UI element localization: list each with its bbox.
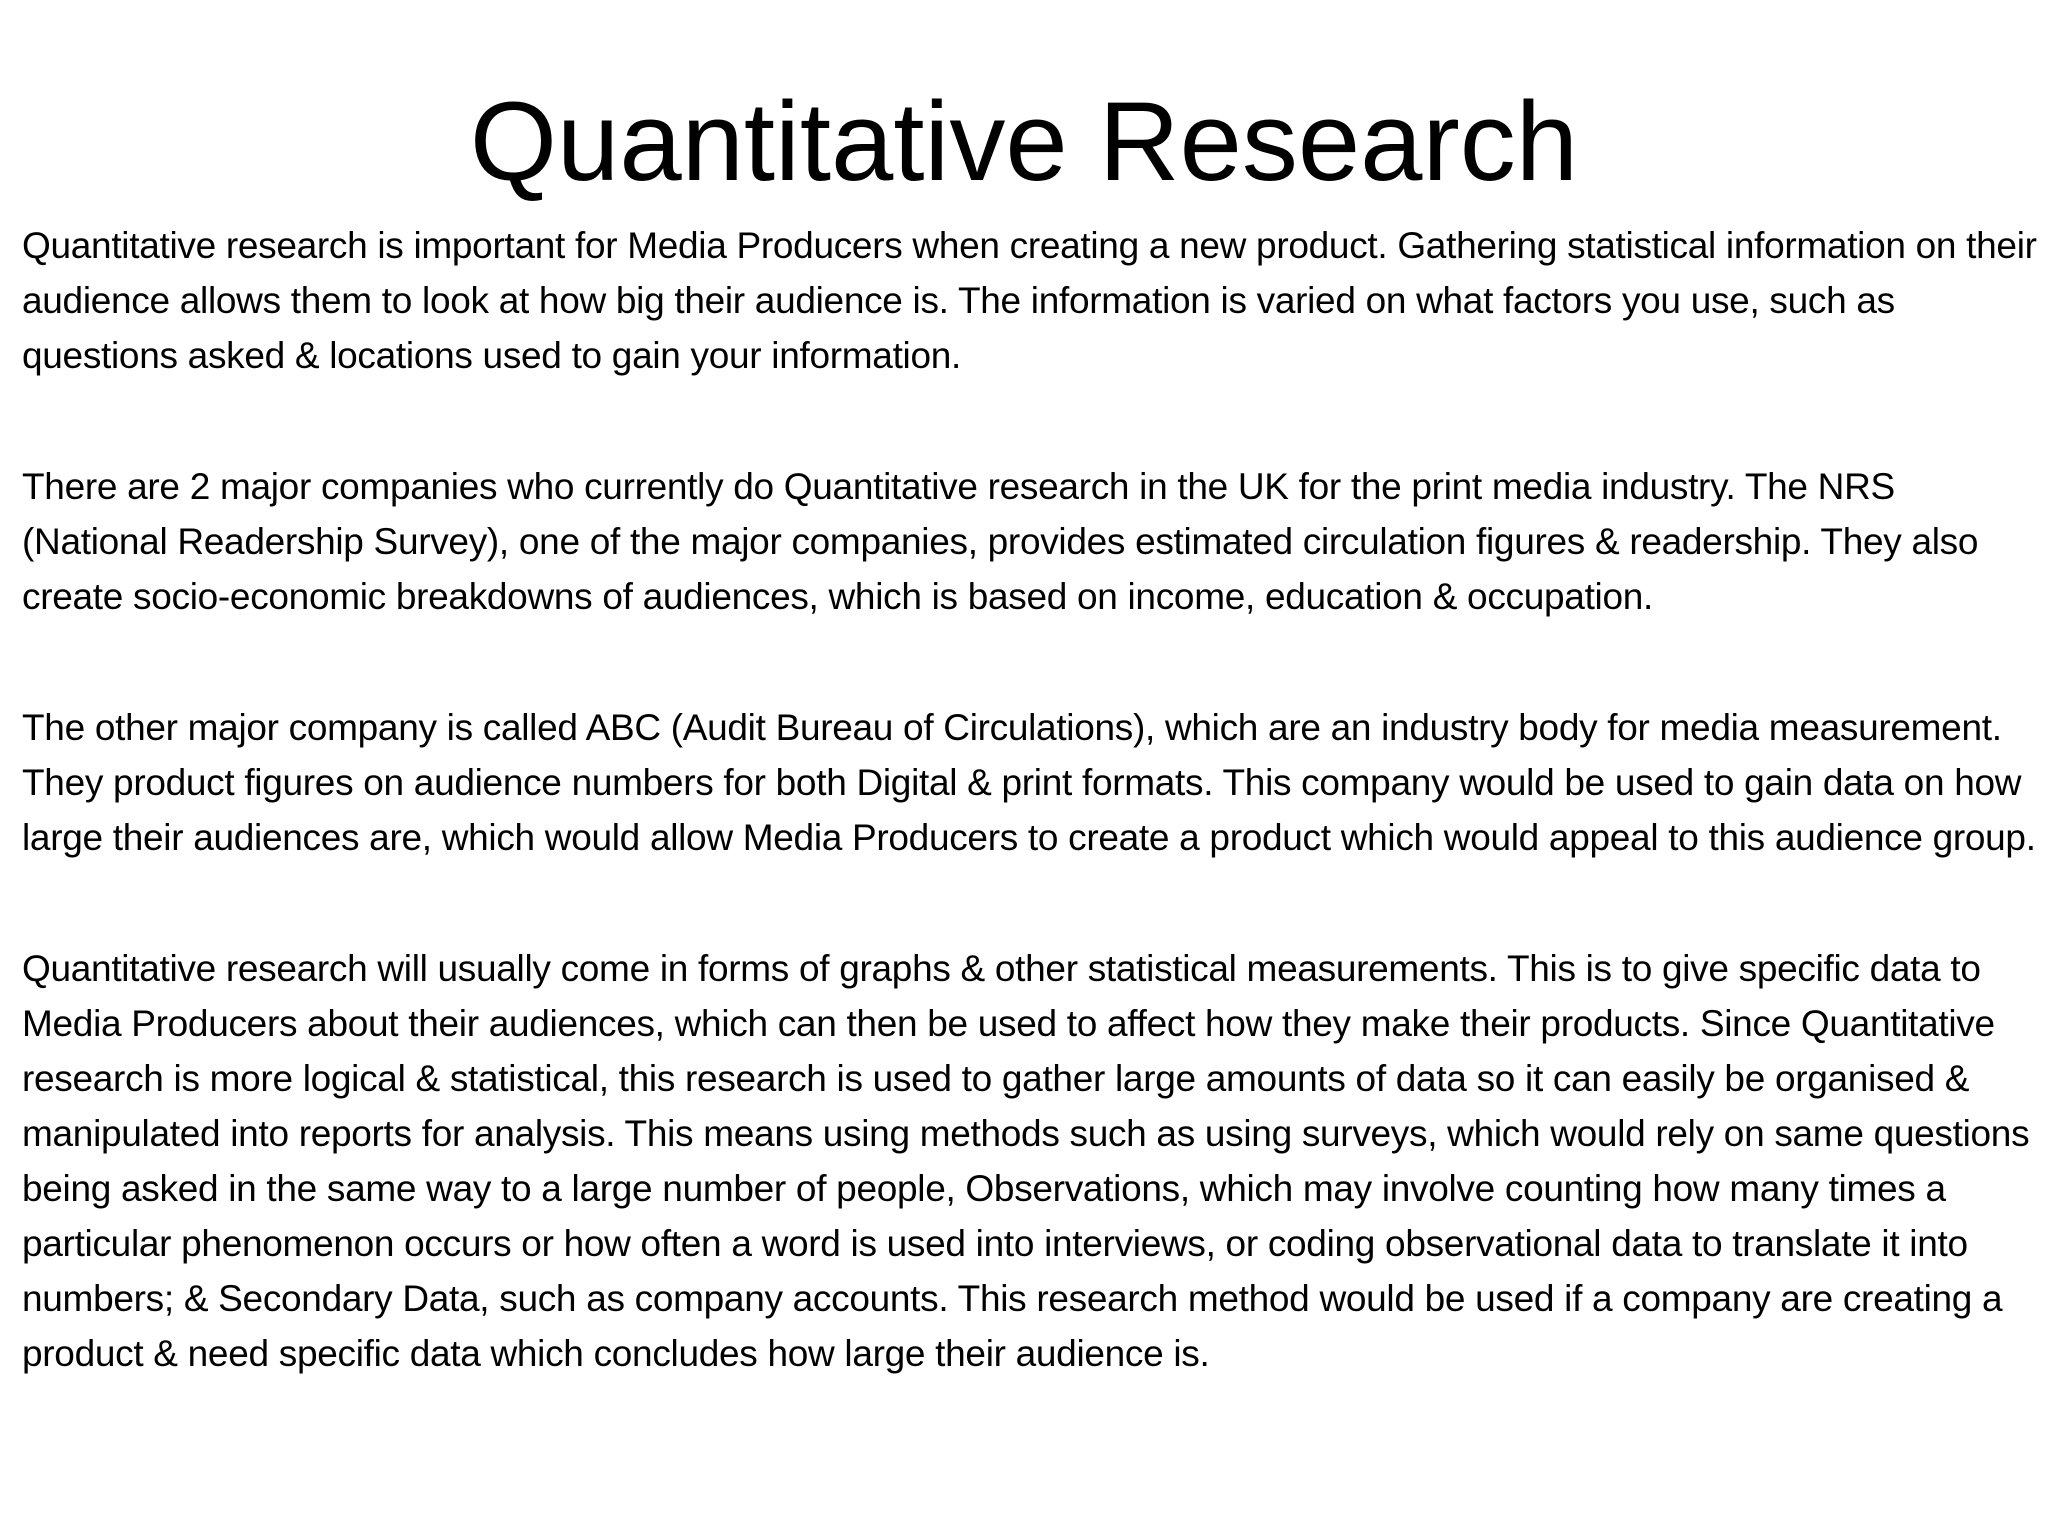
- paragraph-methods: Quantitative research will usually come in forms of graphs & other statistical measurements. This is to give specific data to Media Producers about their audiences, which can then be used to affect how they make their products. Since Quantitative research is more logical & statistical, this research is used to gather large amounts of data so it can easily be organised & manipulated into reports for analysis. This means using methods such as using surveys, which would rely on same questions being asked in the same way to a large number of people, Observations, which may involve counting how many times a particular phenomenon occurs or how often a word is used into interviews, or coding observational data to translate it into numbers; & Secondary Data, such as company accounts. This research method would be used if a company are creating a product & need specific data which concludes how large their audience is.: [22, 948, 2030, 1374]
- paragraph-abc: The other major company is called ABC (Audit Bureau of Circulations), which are an industry body for media measurement. They product figures on audience numbers for both Digital & print formats. This company would be used to gain data on how large their audiences are, which would allow Media Producers to create a product which would appeal to this audience group.: [22, 707, 2036, 858]
- paragraph-intro: Quantitative research is important for Media Producers when creating a new product. Gathering statistical information on their audience allows them to look at how big their audience is. The information is varied on what factors you use, such as questions asked & locations used to gain your information.: [22, 225, 2037, 376]
- paragraph-nrs: There are 2 major companies who currently do Quantitative research in the UK for the print media industry. The NRS (National Readership Survey), one of the major companies, provides estimated circulation figures & readership. They also create socio-economic breakdowns of audiences, which is based on income, education & occupation.: [22, 466, 1979, 617]
- slide-title: Quantitative Research: [469, 79, 1579, 204]
- slide-body: [22, 218, 2038, 1381]
